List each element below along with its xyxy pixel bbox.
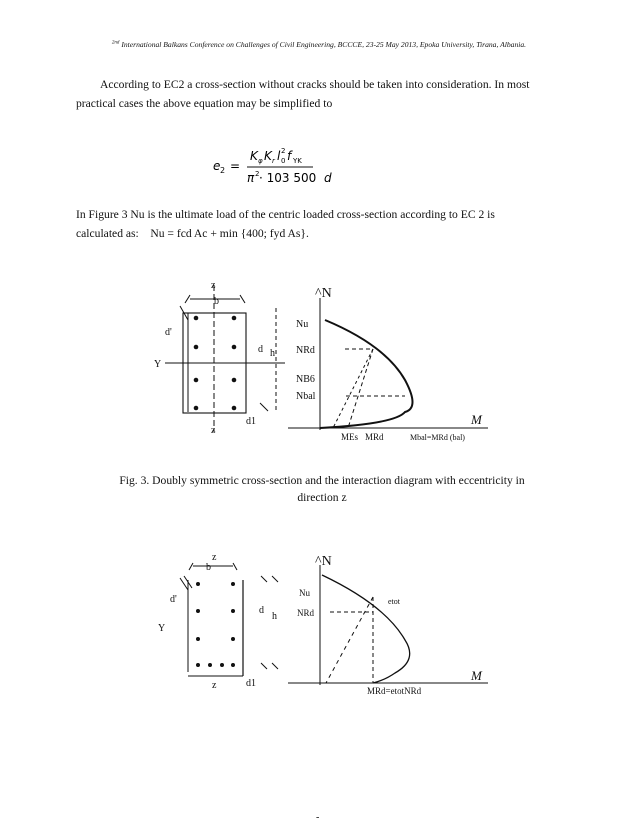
fig2-d-tick-1 — [261, 576, 267, 582]
fig1-label-nu: Nu — [296, 319, 309, 330]
eq-num-f-sub: YK — [293, 157, 302, 165]
fig1-bar — [232, 345, 237, 350]
fig2-bar — [231, 663, 235, 667]
fig2-label-b: b — [206, 562, 211, 573]
fig2-label-h: h — [272, 611, 277, 622]
eq-den-d: d — [324, 171, 332, 185]
fig2-bar — [196, 663, 200, 667]
fig2-dprime-tick-2 — [184, 576, 192, 588]
fig1-bar — [232, 378, 237, 383]
fig2-label-z-top: z — [212, 552, 217, 563]
fig1-bar — [194, 316, 199, 321]
fig2-bar — [231, 609, 235, 613]
fig2-b-tick-right — [233, 563, 237, 570]
fig2-bar — [231, 637, 235, 641]
fig1-secant-2 — [333, 349, 373, 428]
fig1-b-tick-left — [185, 295, 190, 303]
fig1-label-b: b — [214, 296, 219, 307]
fig2-axis-n-label: ^N — [315, 554, 332, 569]
page-header — [0, 40, 638, 49]
fig2-label-nu: Nu — [299, 588, 310, 598]
fig1-label-d: d — [258, 344, 263, 355]
eq-num-l-sub: 0 — [281, 157, 286, 165]
fig2-interaction-curve — [322, 575, 410, 683]
fig1-dprime-tick — [180, 306, 188, 320]
eq-num-l: l — [277, 149, 281, 163]
fig1-bar — [194, 345, 199, 350]
paragraph-2 — [76, 205, 568, 243]
fig1-bar — [194, 378, 199, 383]
eq-lhs-sub: 2 — [220, 166, 226, 175]
caption-line1: Fig. 3. Doubly symmetric cross-section and the interaction diagram with eccentricity in — [119, 474, 525, 487]
eq-den-rest: · 103 500 — [259, 171, 317, 185]
page-number: - — [316, 812, 320, 823]
fig2-label-d1: d1 — [246, 678, 256, 689]
fig2-d1-tick-1 — [261, 663, 267, 669]
fig2-bar — [196, 637, 200, 641]
fig2-d1-tick-2 — [272, 663, 278, 669]
fig1-axis-m-label: M — [471, 412, 482, 427]
fig1-label-m1: MEs — [341, 432, 359, 442]
fig2-dprime-tick-1 — [180, 578, 188, 590]
fig1-bar — [194, 406, 199, 411]
header-text: International Balkans Conference on Challenges of Civil Engineering, BCCCE, 23-25 May 2013, Epoka University, Tirana, Albania. — [119, 40, 527, 49]
fig1-axis-n-label: ^N — [315, 286, 332, 301]
eq-num-l-sup: 2 — [281, 147, 286, 155]
eq-num-f: f — [287, 149, 292, 163]
fig1-label-z-bottom: z — [211, 425, 216, 436]
fig1-bar — [232, 406, 237, 411]
paragraph-1: According to EC2 a cross-section without cracks should be taken into consideration. In most practical cases the above equation may be simplified to — [76, 78, 530, 110]
eq-lhs: e — [213, 159, 221, 173]
equation-e2 — [205, 140, 345, 190]
fig2-rebars — [196, 582, 235, 667]
fig1-interaction-curve — [320, 320, 413, 428]
fig2-bar — [196, 582, 200, 586]
caption-line2: direction z — [297, 491, 347, 504]
eq-den-pi: π — [247, 171, 255, 185]
fig1-label-m3: Mbal=MRd (bal) — [410, 433, 465, 442]
fig1-label-nbal: Nbal — [296, 391, 316, 402]
fig2-label-etot: etot — [388, 597, 400, 606]
fig1-label-nb6: NB6 — [296, 374, 315, 385]
fig2-label-y: Y — [158, 623, 166, 634]
fig2-bar — [231, 582, 235, 586]
eq-num-sub1: φ — [258, 157, 263, 165]
fig1-label-y: Y — [154, 359, 162, 370]
fig2-label-dprime: d' — [170, 594, 177, 605]
fig2-bar — [220, 663, 224, 667]
fig2-label-z-bottom: z — [212, 680, 217, 691]
fig1-rebars — [194, 316, 237, 411]
fig1-label-h: h — [270, 348, 275, 359]
fig1-bar — [232, 316, 237, 321]
fig2-d-tick-2 — [272, 576, 278, 582]
fig2-label-mrd: MRd=etotNRd — [367, 686, 422, 696]
eq-equals: = — [230, 159, 241, 173]
fig1-label-dprime: d' — [165, 327, 172, 338]
fig1-label-d1: d1 — [246, 416, 256, 427]
fig1-d1-tick — [260, 403, 268, 411]
fig1-label-nrd: NRd — [296, 345, 315, 356]
header-ordinal: 2nd — [111, 40, 120, 46]
fig1-label-z-top: z — [211, 280, 216, 291]
fig1-section-outline — [183, 313, 246, 413]
fig2-label-d: d — [259, 605, 264, 616]
fig2-bar — [208, 663, 212, 667]
fig1-b-tick-right — [240, 295, 245, 303]
fig2-axis-m-label: M — [471, 668, 482, 683]
fig1-label-m2: MRd — [365, 432, 384, 442]
eq-num-k2: K — [264, 149, 272, 163]
fig2-b-tick-left — [189, 563, 193, 570]
eq-num-sub2: r — [272, 157, 275, 165]
fig2-bar — [196, 609, 200, 613]
fig2-label-nrd: NRd — [297, 608, 315, 618]
fig1-secant-1 — [348, 349, 373, 428]
eq-den-pi-sup: 2 — [255, 170, 260, 178]
eq-num-k: K — [250, 149, 258, 163]
fig2-secant — [326, 597, 373, 683]
paragraph-2-line1: In Figure 3 Nu is the ultimate load of the centric loaded cross-section according to EC 2 is — [76, 208, 495, 221]
figure-caption — [76, 472, 568, 506]
paragraph-2-line2-prefix: calculated as: — [76, 227, 151, 240]
paragraph-2-formula: Nu = fcd Ac + min {400; fyd As}. — [150, 227, 309, 240]
